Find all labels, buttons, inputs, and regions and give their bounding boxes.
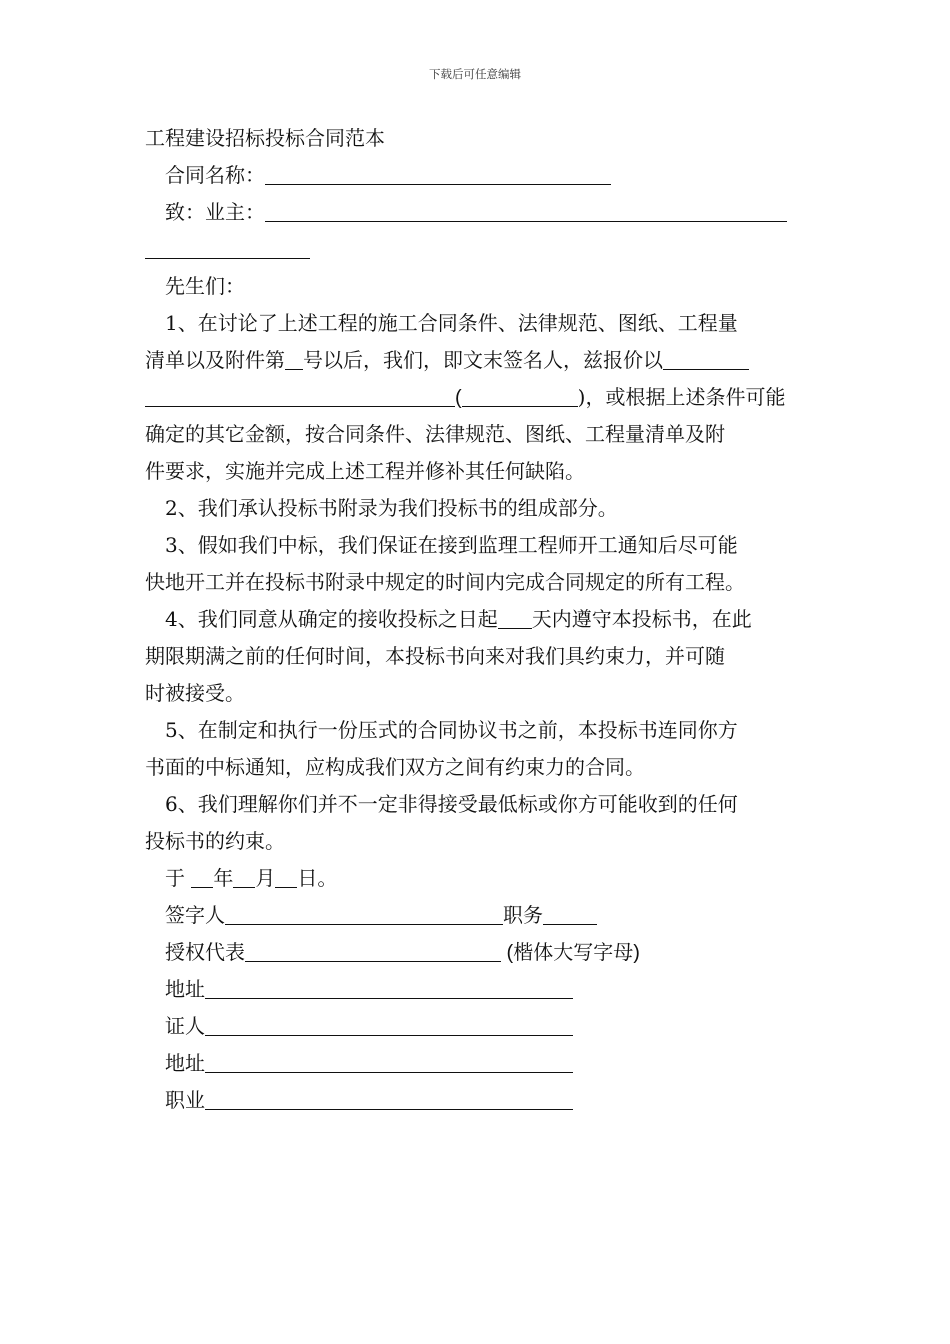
address-blank — [205, 978, 573, 999]
position-label: 职务 — [503, 903, 543, 927]
owner-blank — [265, 201, 787, 222]
days-blank — [498, 608, 532, 629]
p3-line2: 快地开工并在投标书附录中规定的时间内完成合同规定的所有工程。 — [145, 570, 745, 594]
p6-line2: 投标书的约束。 — [145, 829, 285, 853]
signer-blank — [225, 904, 503, 925]
contract-name-line — [145, 157, 810, 194]
p1-line1: 1、在讨论了上述工程的施工合同条件、法律规范、图纸、工程量 — [165, 311, 738, 335]
to-owner-line — [145, 194, 810, 231]
price-blank-a — [663, 349, 749, 370]
p1-line5: 件要求，实施并完成上述工程并修补其任何缺陷。 — [145, 459, 585, 483]
date-day-label: 日。 — [297, 866, 338, 890]
date-month-label: 月 — [255, 866, 276, 890]
attachment-number-blank — [285, 349, 303, 370]
p3-line1: 3、假如我们中标，我们保证在接到监理工程师开工通知后尽可能 — [165, 533, 738, 557]
witness-blank — [205, 1015, 573, 1036]
price-blank-b — [145, 386, 455, 407]
p4-line2: 期限期满之前的任何时间，本投标书向来对我们具约束力，并可随 — [145, 644, 725, 668]
year-blank — [191, 867, 213, 888]
occupation-line — [145, 1082, 810, 1119]
day-blank — [275, 867, 297, 888]
date-line — [145, 860, 810, 897]
address-line — [145, 971, 810, 1008]
p1-line2 — [145, 342, 810, 379]
date-year-label: 年 — [213, 866, 234, 890]
to-owner-label: 致：业主： — [165, 200, 265, 224]
p4-line1a: 4、我们同意从确定的接收投标之日起 — [165, 607, 498, 631]
address2-label: 地址 — [165, 1051, 205, 1075]
owner-blank-continued — [145, 238, 310, 259]
p5-line1: 5、在制定和执行一份压式的合同协议书之前，本投标书连同你方 — [165, 718, 738, 742]
p1-line3a: ( — [455, 387, 462, 409]
p4-line1b: 天内遵守本投标书，在此 — [531, 607, 752, 631]
witness-label: 证人 — [165, 1014, 205, 1038]
owner-blank-continued-line — [145, 231, 810, 268]
p1-line2a: 清单以及附件第 — [145, 348, 285, 372]
address2-blank — [205, 1052, 573, 1073]
representative-blank — [245, 941, 501, 962]
contract-name-label: 合同名称： — [165, 163, 265, 187]
p4-line1 — [145, 601, 810, 638]
page-header-note: 下载后可任意编辑 — [429, 67, 521, 81]
occupation-blank — [205, 1089, 573, 1110]
occupation-label: 职业 — [165, 1088, 205, 1112]
signer-line — [145, 897, 810, 934]
document-title: 工程建设招标投标合同范本 — [145, 126, 385, 150]
signer-label: 签字人 — [165, 903, 225, 927]
representative-label: 授权代表 — [165, 940, 245, 964]
p1-line3 — [145, 379, 810, 416]
p2: 2、我们承认投标书附录为我们投标书的组成部分。 — [165, 496, 618, 520]
p1-line3b: )，或根据上述条件可能 — [577, 385, 786, 409]
representative-line — [145, 934, 810, 971]
p5-line2: 书面的中标通知，应构成我们双方之间有约束力的合同。 — [145, 755, 645, 779]
month-blank — [233, 867, 255, 888]
position-blank — [543, 904, 597, 925]
witness-line — [145, 1008, 810, 1045]
contract-name-blank — [265, 164, 611, 185]
date-prefix: 于 — [165, 866, 192, 890]
p4-line3: 时被接受。 — [145, 681, 245, 705]
representative-note: (楷体大写字母) — [501, 942, 640, 964]
greeting: 先生们： — [165, 274, 245, 298]
p1-line4: 确定的其它金额，按合同条件、法律规范、图纸、工程量清单及附 — [145, 422, 725, 446]
price-words-blank — [462, 386, 578, 407]
address-label: 地址 — [165, 977, 205, 1001]
p6-line1: 6、我们理解你们并不一定非得接受最低标或你方可能收到的任何 — [165, 792, 738, 816]
address2-line — [145, 1045, 810, 1082]
p1-line2b: 号以后，我们，即文末签名人，兹报价以 — [303, 348, 663, 372]
document-body — [145, 120, 810, 1119]
